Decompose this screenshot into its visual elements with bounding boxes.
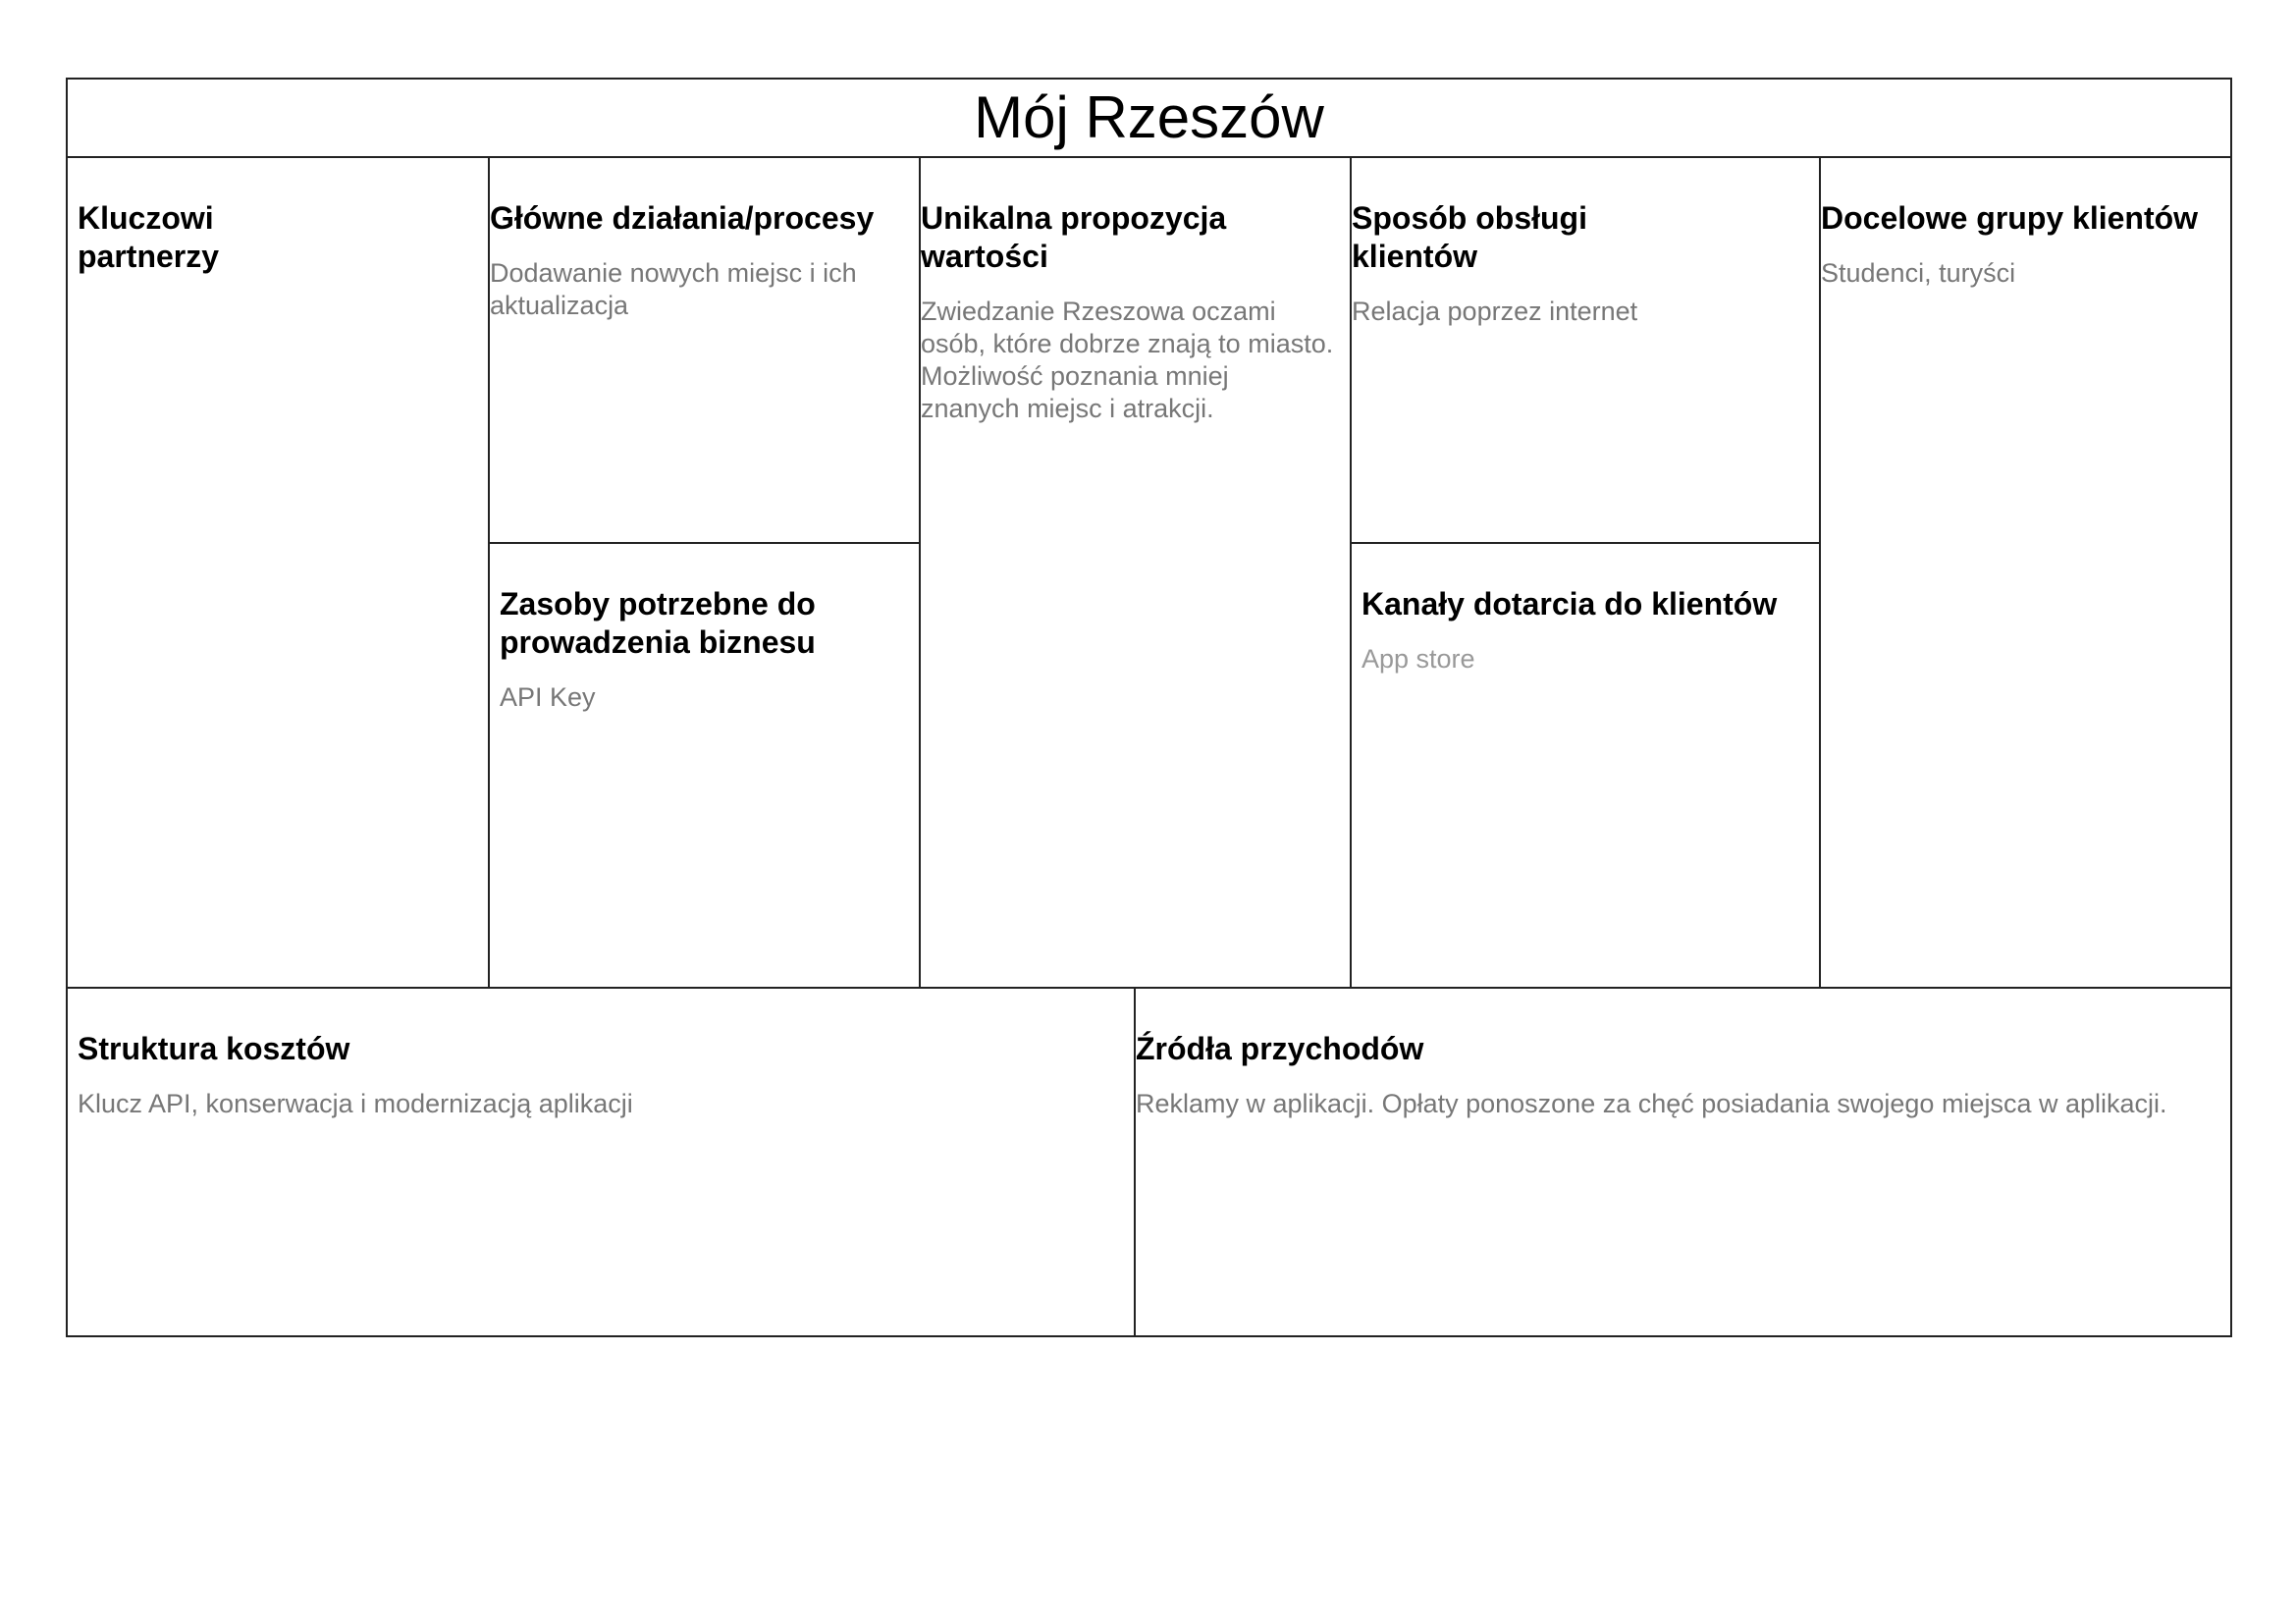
block-key-resources [488,542,921,989]
value-proposition-heading: Unikalna propozycja wartości [921,200,1227,274]
cost-structure-text: Klucz API, konserwacja i modernizacją aplikacji [78,1089,633,1118]
customer-relationships-heading: Sposób obsługi klientów [1352,200,1587,274]
block-customer-relationships [1350,156,1821,544]
block-value-proposition [919,156,1352,989]
block-key-partners [66,156,490,989]
customer-segments-text: Studenci, turyści [1821,258,2016,288]
canvas-title-text: Mój Rzeszów [974,84,1324,150]
business-model-canvas [66,78,2232,1337]
channels-heading: Kanały dotarcia do klientów [1362,586,1778,622]
channels-text: App store [1362,644,1475,674]
key-resources-text: API Key [500,682,596,712]
block-key-activities [488,156,921,544]
key-resources-heading: Zasoby potrzebne do prowadzenia biznesu [500,586,816,660]
key-partners-heading: Kluczowi partnerzy [78,200,220,274]
key-activities-heading: Główne działania/procesy [490,200,875,236]
key-activities-text: Dodawanie nowych miejsc i ich aktualizacja [490,258,857,320]
revenue-streams-heading: Źródła przychodów [1136,1031,1424,1066]
value-proposition-text: Zwiedzanie Rzeszowa oczami osób, które dobrze znają to miasto. Możliwość poznania mniej znanych miejsc i atrakcji. [921,297,1334,423]
customer-relationships-text: Relacja poprzez internet [1352,297,1638,326]
block-channels [1350,542,1821,989]
revenue-streams-text: Reklamy w aplikacji. Opłaty ponoszone za chęć posiadania swojego miejsca w aplikacji. [1136,1089,2167,1118]
block-revenue-streams [1134,987,2232,1337]
block-customer-segments [1819,156,2232,989]
cost-structure-heading: Struktura kosztów [78,1031,350,1066]
block-cost-structure [66,987,1136,1337]
customer-segments-heading: Docelowe grupy klientów [1821,200,2199,236]
canvas-title [66,78,2232,158]
